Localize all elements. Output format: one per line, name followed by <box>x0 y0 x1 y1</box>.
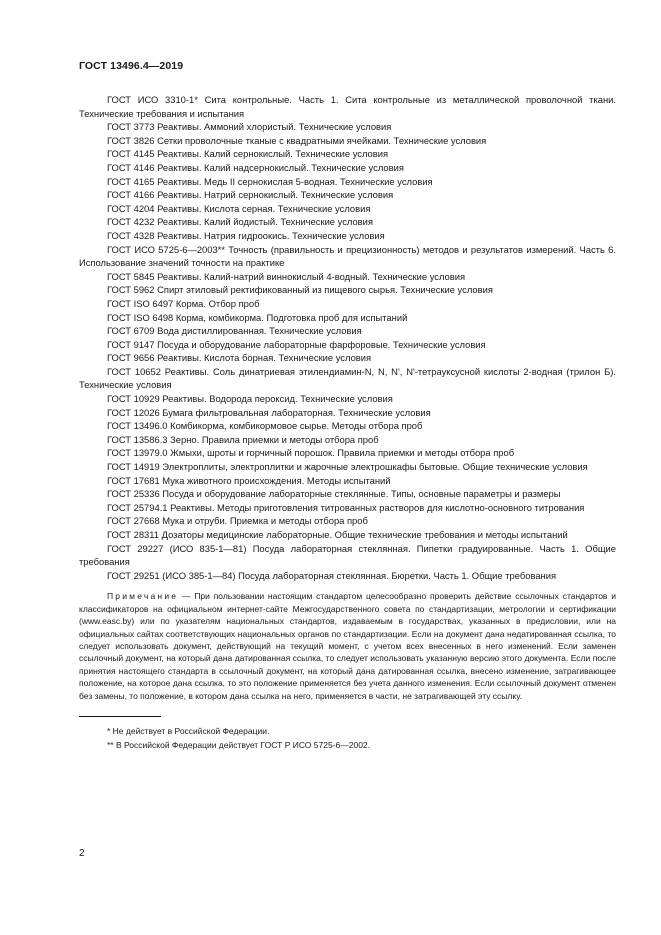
document-header: ГОСТ 13496.4—2019 <box>79 60 184 72</box>
footnote-separator <box>79 716 161 717</box>
reference-entry: ГОСТ ИСО 5725-6—2003** Точность (правильность и прецизионность) методов и результатов измерений. Часть 6. Использование значений точности на практике <box>79 243 616 269</box>
reference-entry: ГОСТ 4232 Реактивы. Калий йодистый. Технические условия <box>107 216 373 228</box>
reference-entry: ГОСТ 4204 Реактивы. Кислота серная. Технические условия <box>107 202 371 214</box>
reference-entry: ГОСТ 4146 Реактивы. Калий надсернокислый. Технические условия <box>107 161 404 173</box>
footnote: * Не действует в Российской Федерации. <box>107 726 270 737</box>
reference-entry: ГОСТ ISO 6497 Корма. Отбор проб <box>107 297 260 309</box>
reference-entry: ГОСТ 13979.0 Жмыхи, шроты и горчичный порошок. Правила приемки и методы отбора проб <box>107 447 515 459</box>
reference-entry: ГОСТ 4166 Реактивы. Натрий сернокислый. Технические условия <box>107 189 394 201</box>
normative-references-list <box>79 93 616 582</box>
reference-entry: ГОСТ 10929 Реактивы. Водорода пероксид. Технические условия <box>107 393 393 405</box>
reference-entry: ГОСТ 5845 Реактивы. Калий-натрий виннокислый 4-водный. Технические условия <box>107 270 466 282</box>
reference-entry: ГОСТ 4165 Реактивы. Медь II сернокислая 5-водная. Технические условия <box>107 175 433 187</box>
reference-entry: ГОСТ 4145 Реактивы. Калий сернокислый. Технические условия <box>107 148 389 160</box>
reference-entry: ГОСТ 9147 Посуда и оборудование лабораторные фарфоровые. Технические условия <box>107 338 486 350</box>
reference-entry: ГОСТ 29251 (ИСО 385-1—84) Посуда лабораторная стеклянная. Бюретки. Часть 1. Общие требования <box>107 569 557 581</box>
footnote: ** В Российской Федерации действует ГОСТ Р ИСО 5725-6—2002. <box>107 739 371 750</box>
reference-entry: ГОСТ 29227 (ИСО 835-1—81) Посуда лабораторная стеклянная. Пипетки градуированные. Часть 1. Общие требования <box>79 542 616 568</box>
document-body <box>79 93 616 752</box>
reference-entry: ГОСТ 3773 Реактивы. Аммоний хлористый. Технические условия <box>107 121 392 133</box>
note-label: Примечание <box>107 591 179 602</box>
reference-entry: ГОСТ 25794.1 Реактивы. Методы приготовления титрованных растворов для кислотно-основного титрования <box>107 501 585 513</box>
note-text: — При пользовании настоящим стандартом целесообразно проверить действие ссылочных стандартов и классификаторов на официальном интернет-сайте Межгосударственного совета по стандартизации, метрологии и сертификации (www.easc.by) или по указателям национальных стандартов, издаваемым в государствах, указанных в предисловии, или на официальных сайтах соответствующих национальных органов по стандартизации. Если на документ дана недатированная ссылка, то следует использовать документ, действующий на текущий момент, с учетом всех внесенных в него изменений. Если заменен ссылочный документ, на который дана датированная ссылка, то следует использовать указанную версию этого документа. Если после принятия настоящего стандарта в ссылочный документ, на который дана датированная ссылка, внесено изменение, затрагивающее положение, на которое дана ссылка, то это положение применяется без учета данного изменения. Если ссылочный документ отменен без замены, то положение, в котором дана ссылка на него, применяется в части, не затрагивающей эту ссылку. <box>79 591 616 701</box>
reference-entry: ГОСТ 14919 Электроплиты, электроплитки и жарочные электрошкафы бытовые. Общие технические условия <box>107 461 588 473</box>
page-number: 2 <box>79 848 85 859</box>
reference-entry: ГОСТ 13586.3 Зерно. Правила приемки и методы отбора проб <box>107 433 379 445</box>
reference-entry: ГОСТ 28311 Дозаторы медицинские лабораторные. Общие технические требования и методы испытаний <box>107 529 568 540</box>
reference-entry: ГОСТ 3826 Сетки проволочные тканые с квадратными ячейками. Технические условия <box>107 134 487 146</box>
reference-entry: ГОСТ 27668 Мука и отруби. Приемка и методы отбора проб <box>107 515 368 527</box>
reference-entry: ГОСТ ИСО 3310-1* Сита контрольные. Часть 1. Сита контрольные из металлической проволочной ткани. Технические требования и испытания <box>79 94 616 119</box>
reference-entry: ГОСТ ISO 6498 Корма, комбикорма. Подготовка проб для испытаний <box>107 311 408 323</box>
reference-entry: ГОСТ 5962 Спирт этиловый ректификованный из пищевого сырья. Технические условия <box>107 284 493 296</box>
reference-entry: ГОСТ 9656 Реактивы. Кислота борная. Технические условия <box>107 352 372 364</box>
reference-entry: ГОСТ 6709 Вода дистиллированная. Технические условия <box>107 325 362 337</box>
reference-entry: ГОСТ 4328 Реактивы. Натрия гидроокись. Технические условия <box>107 229 385 241</box>
reference-entry: ГОСТ 13496.0 Комбикорма, комбикормовое сырье. Методы отбора проб <box>107 420 423 432</box>
reference-entry: ГОСТ 25336 Посуда и оборудование лабораторные стеклянные. Типы, основные параметры и размеры <box>107 488 561 500</box>
reference-entry: ГОСТ 17681 Мука животного происхождения. Методы испытаний <box>107 474 391 486</box>
note-paragraph <box>79 590 616 702</box>
reference-entry: ГОСТ 10652 Реактивы. Соль динатриевая этилендиамин-N, N, N', N'-тетрауксусной кислоты 2-водная (трилон Б). Технические условия <box>79 365 616 391</box>
reference-entry: ГОСТ 12026 Бумага фильтровальная лабораторная. Технические условия <box>107 406 431 418</box>
